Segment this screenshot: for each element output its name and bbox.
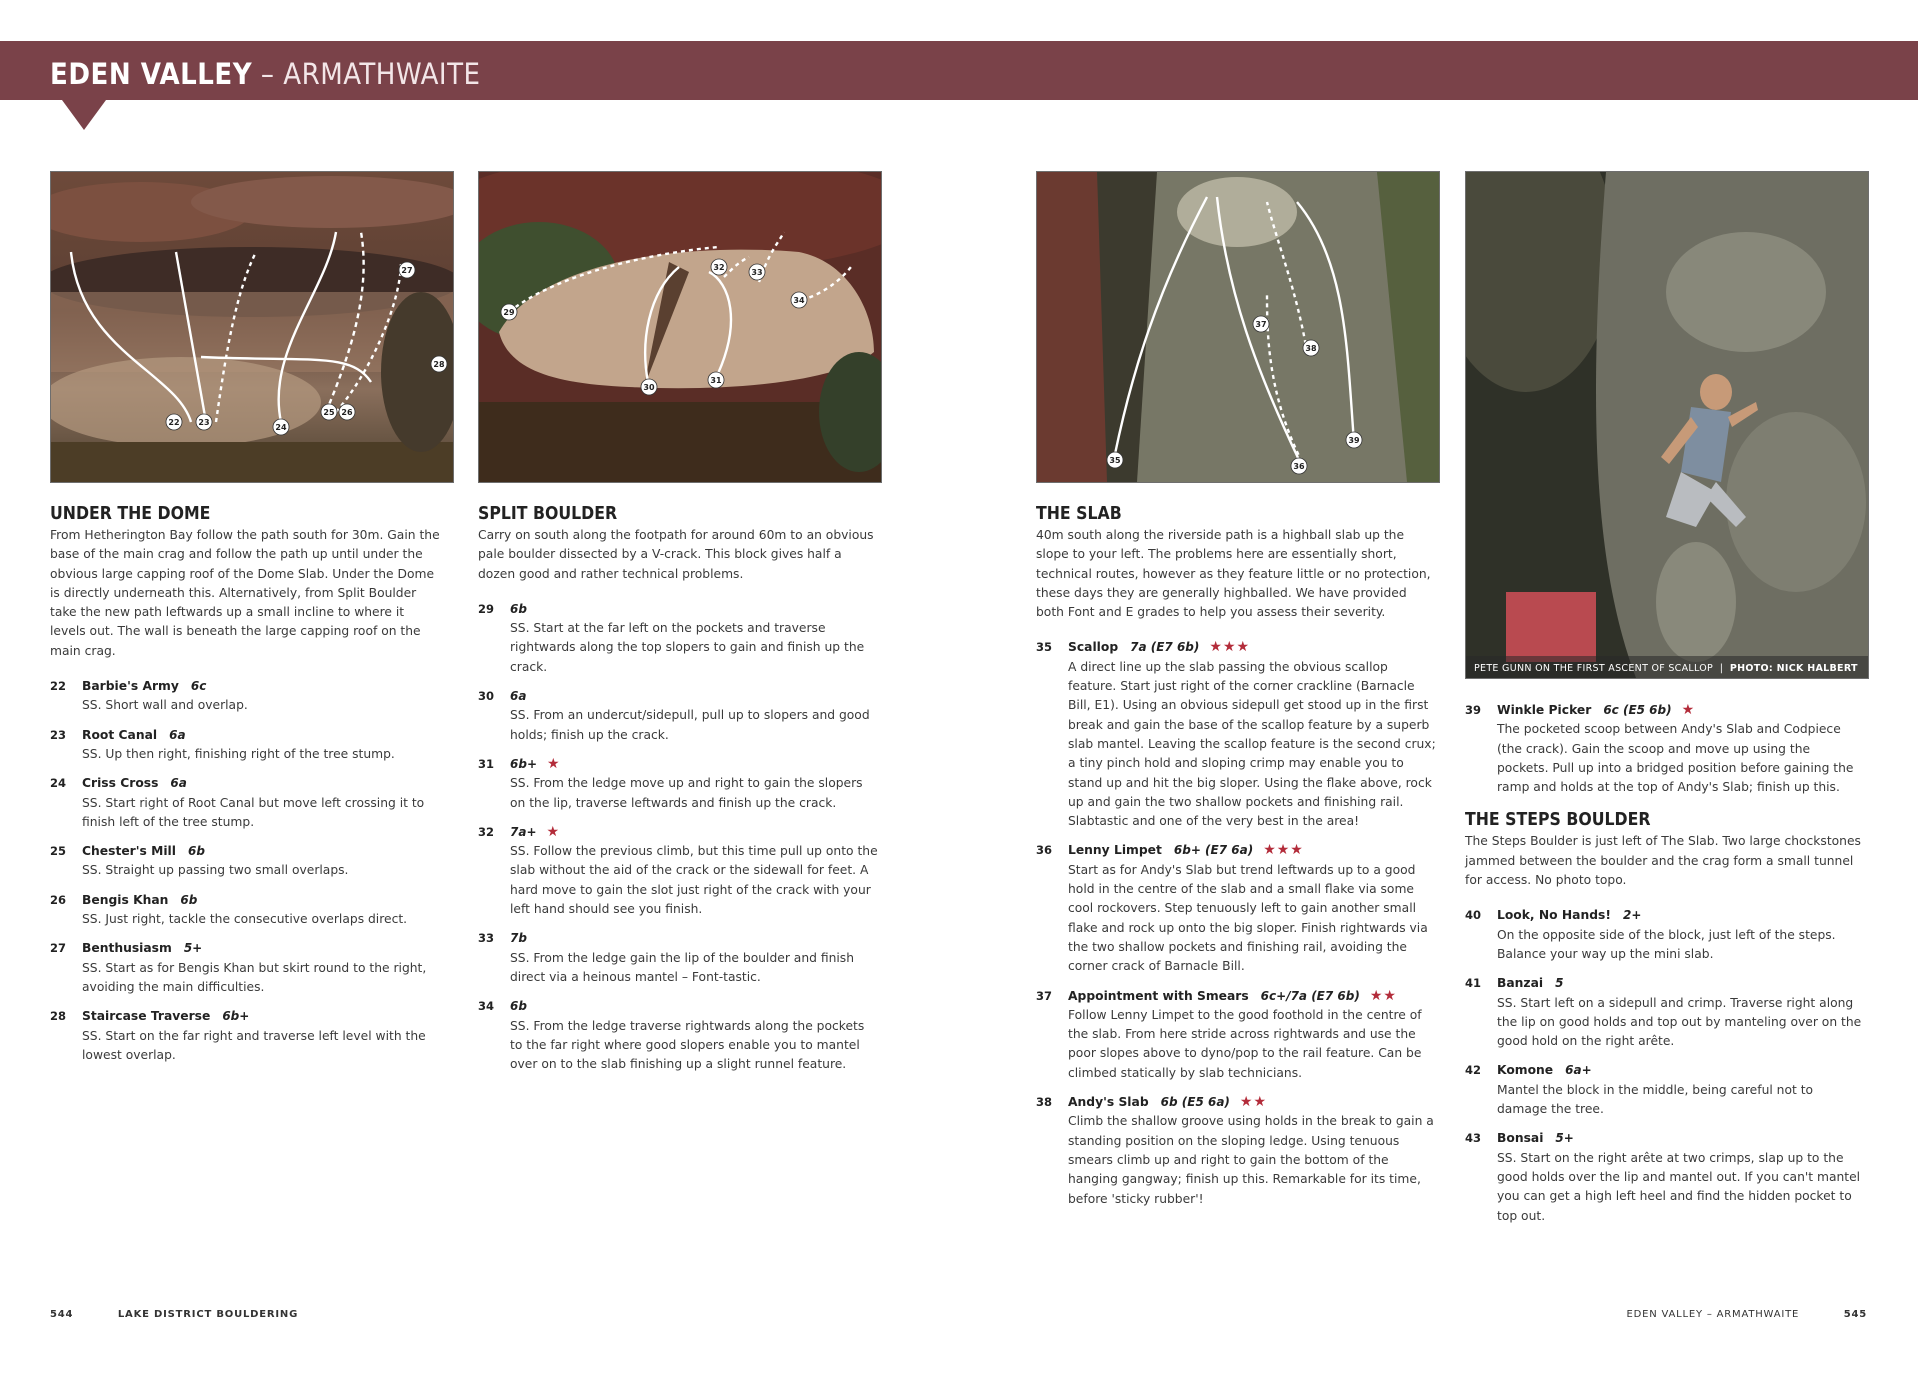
topo-label: 39 <box>1348 436 1360 445</box>
problem-entry <box>1036 841 1436 976</box>
problem-entry <box>1036 1093 1436 1209</box>
problem-header <box>50 774 440 793</box>
problem-grade: 6b (E5 6a) <box>1160 1095 1230 1110</box>
problem-grade: 6b <box>187 844 205 859</box>
problem-name: Barbie's Army <box>82 679 179 694</box>
caption-text: PETE GUNN ON THE FIRST ASCENT OF SCALLOP <box>1474 663 1714 674</box>
problem-name: Look, No Hands! <box>1497 908 1611 923</box>
problem-header <box>478 997 878 1016</box>
problem-stars: ★ <box>546 823 561 840</box>
topo-label: 38 <box>1305 344 1317 353</box>
topo-label: 30 <box>643 383 655 392</box>
problem-grade: 6b <box>510 601 527 616</box>
problem-number: 25 <box>50 844 67 859</box>
problem-description: SS. Start left on a sidepull and crimp. Traverse right along the lip on good holds and top out by manteling over on the good hold on the right arête. <box>1497 995 1862 1049</box>
problem-name: Lenny Limpet <box>1068 843 1162 858</box>
photo-caption: PETE GUNN ON THE FIRST ASCENT OF SCALLOP | PHOTO: NICK HALBERT <box>1474 663 1858 674</box>
topo-label: 24 <box>275 423 287 432</box>
column-under-the-dome <box>50 503 440 1075</box>
topo-label: 22 <box>168 418 180 427</box>
problem-entry <box>478 755 878 813</box>
problem-header <box>50 939 440 958</box>
photo-credit: PHOTO: NICK HALBERT <box>1729 663 1858 674</box>
problem-header <box>1036 638 1436 657</box>
problem-list <box>478 600 878 1075</box>
problem-number: 35 <box>1036 640 1053 655</box>
problem-description: A direct line up the slab passing the obvious scallop feature. Start just right of the corner crackline (Barnacle Bill, E1). Using an obvious sidepull get stood up in the first break and gain the base of the scallop feature by a superb slab mantel. Leaving the scallop feature is the second crux; a tiny pinch hold and sloping crimp may enable you to stand up and hit the big sloper. Using the flake above, rock up and gain the two shallow pockets and finishing rail. Slabtastic and one of the very best in the area! <box>1068 659 1436 829</box>
problem-entry <box>50 939 440 997</box>
problem-stars: ★ <box>1681 702 1696 718</box>
topo-label: 33 <box>751 268 763 277</box>
problem-name: Bengis Khan <box>82 892 169 907</box>
problem-description: SS. Start right of Root Canal but move left crossing it to finish left of the tree stump. <box>82 795 425 829</box>
page-number-left: 544 <box>50 1309 74 1320</box>
problem-number: 24 <box>50 776 67 791</box>
topo-label: 32 <box>713 263 725 272</box>
title-main: EDEN VALLEY <box>50 57 253 91</box>
problem-stars: ★★ <box>1369 987 1397 1004</box>
problem-number: 41 <box>1465 976 1482 991</box>
title-sub: – ARMATHWAITE <box>260 57 481 91</box>
problem-entry <box>478 600 878 677</box>
problem-description: SS. From the ledge gain the lip of the boulder and finish direct via a heinous mantel – Font-tastic. <box>510 950 854 984</box>
section-intro: Carry on south along the footpath for around 60m to an obvious pale boulder dissected by a V-crack. This block gives half a dozen good and rather technical problems. <box>478 528 874 581</box>
problem-description: SS. Follow the previous climb, but this time pull up onto the slab without the aid of the crack or the sidewall for feet. A hard move to gain the slot just right of the crack with your left hand should see you finish. <box>510 844 878 917</box>
problem-entry <box>478 823 878 919</box>
problem-description: SS. Straight up passing two small overlaps. <box>82 863 349 878</box>
problem-number: 27 <box>50 941 67 956</box>
problem-name: Staircase Traverse <box>82 1009 211 1024</box>
photo-topo-3 <box>1037 172 1439 482</box>
problem-header <box>50 842 440 861</box>
problem-number: 40 <box>1465 908 1482 923</box>
problem-name: Komone <box>1497 1063 1554 1078</box>
problem-entry <box>50 677 440 716</box>
problem-number: 23 <box>50 727 67 742</box>
photo-topo-2 <box>479 172 881 482</box>
problem-grade: 6b <box>180 892 198 907</box>
problem-name: Bonsai <box>1497 1131 1544 1146</box>
book-title: LAKE DISTRICT BOULDERING <box>117 1309 299 1320</box>
problem-number: 36 <box>1036 843 1053 858</box>
problem-description: SS. Start as for Bengis Khan but skirt round to the right, avoiding the main difficulties. <box>82 960 427 994</box>
section-title: THE STEPS BOULDER <box>1465 810 1651 831</box>
problem-entry <box>1465 906 1865 964</box>
problem-description: On the opposite side of the block, just left of the steps. Balance your way up the mini slab. <box>1497 927 1836 961</box>
problem-grade: 6a <box>169 727 186 742</box>
problem-description: SS. Start at the far left on the pockets and traverse rightwards along the top slopers to gain and finish up the crack. <box>510 621 865 674</box>
problem-description: SS. Just right, tackle the consecutive overlaps direct. <box>82 912 408 927</box>
problem-list <box>1036 638 1436 1208</box>
problem-description: SS. From the ledge traverse rightwards along the pockets to the far right where good slopers enable you to mantel over on to the slab finishing up a slight runnel feature. <box>510 1018 865 1072</box>
problem-entry <box>50 842 440 881</box>
problem-number: 38 <box>1036 1095 1053 1110</box>
problem-name: Criss Cross <box>82 776 159 791</box>
section-intro: 40m south along the riverside path is a highball slab up the slope to your left. The problems here are essentially short, technical routes, however as they feature little or no protection, these days they are generally highballed. We have provided both Font and E grades to help you assess their severity. <box>1036 528 1431 620</box>
problem-header <box>478 929 878 948</box>
problem-number: 39 <box>1465 703 1482 717</box>
problem-header <box>50 677 440 696</box>
problem-number: 26 <box>50 892 67 907</box>
chapter-title: EDEN VALLEY – ARMATHWAITE <box>1626 1309 1800 1320</box>
photo-split-boulder <box>478 171 882 483</box>
problem-grade: 7a (E7 6b) <box>1130 640 1200 655</box>
footer-left <box>50 1309 298 1320</box>
problem-number: 43 <box>1465 1131 1482 1146</box>
page-number-right: 545 <box>1843 1309 1867 1320</box>
problem-grade: 2+ <box>1622 908 1642 923</box>
topo-label: 28 <box>433 360 445 369</box>
problem-entry <box>50 1007 440 1065</box>
problem-description: SS. Up then right, finishing right of the tree stump. <box>82 746 395 761</box>
problem-grade: 6b+ <box>222 1009 250 1024</box>
topo-label: 27 <box>401 266 413 275</box>
problem-number: 37 <box>1036 988 1053 1003</box>
topo-label: 25 <box>323 408 335 417</box>
problem-header <box>478 755 878 774</box>
problem-entry <box>478 687 878 745</box>
photo-climber-scallop <box>1465 171 1869 679</box>
topo-label: 34 <box>793 296 805 305</box>
problem-header <box>1465 701 1865 720</box>
problem-entry <box>1036 638 1436 831</box>
problem-stars: ★ <box>547 755 561 772</box>
problem-grade: 6a <box>510 689 527 704</box>
topo-label: 35 <box>1109 456 1121 465</box>
problem-grade: 6c <box>190 679 207 694</box>
topo-label: 29 <box>503 308 515 317</box>
column-steps-boulder <box>1465 701 1865 1236</box>
section-title: THE SLAB <box>1036 504 1122 524</box>
problem-entry <box>1465 1129 1865 1225</box>
problem-grade: 5 <box>1555 976 1564 991</box>
problem-header <box>1036 987 1436 1006</box>
problem-entry <box>1465 974 1865 1051</box>
photo-topo-1 <box>51 172 453 482</box>
problem-entry <box>478 997 878 1074</box>
column-the-slab <box>1036 503 1436 1219</box>
problem-header <box>1036 841 1436 860</box>
problem-header <box>50 891 440 910</box>
problem-header <box>50 726 440 745</box>
banner-pointer <box>62 100 106 130</box>
problem-description: Climb the shallow groove using holds in the break to gain a standing position on the sloping ledge. Using tenuous smears climb up and right to gain the bottom of the hanging gangway; finish up this. Remarkable for its time, before 'sticky rubber'! <box>1068 1114 1434 1206</box>
problem-grade: 6a <box>170 776 187 791</box>
problem-grade: 6c (E5 6b) <box>1603 703 1672 717</box>
column-split-boulder <box>478 503 878 1084</box>
topo-label: 26 <box>341 408 353 417</box>
problem-description: SS. From the ledge move up and right to gain the slopers on the lip, traverse leftwards and finish up the crack. <box>510 776 863 810</box>
problem-grade: 7a+ <box>510 824 537 839</box>
problem-entry <box>50 726 440 765</box>
problem-header <box>1465 906 1865 925</box>
problem-grade: 6b+ <box>510 756 537 771</box>
photo-action <box>1466 172 1868 678</box>
problem-number: 32 <box>478 824 495 839</box>
problem-entry <box>50 891 440 930</box>
problem-header <box>1465 1061 1865 1080</box>
section-intro: From Hetherington Bay follow the path south for 30m. Gain the base of the main crag and follow the path up until under the obvious large capping roof of the Dome Slab. Under the Dome is directly underneath this. Alternatively, from Split Boulder take the new path leftwards up a small incline to where it levels out. The wall is beneath the large capping roof on the main crag. <box>50 528 440 658</box>
problem-list <box>1465 906 1865 1225</box>
problem-entry <box>478 929 878 987</box>
problem-name: Winkle Picker <box>1497 703 1592 717</box>
problem-header <box>478 600 878 619</box>
problem-name: Andy's Slab <box>1068 1095 1149 1110</box>
photo-under-the-dome <box>50 171 454 483</box>
section-title: SPLIT BOULDER <box>478 504 618 524</box>
footer-right <box>1626 1309 1867 1320</box>
topo-label: 36 <box>1293 462 1305 471</box>
section-title: UNDER THE DOME <box>50 504 211 524</box>
problem-number: 31 <box>478 756 495 771</box>
problem-entry <box>50 774 440 832</box>
problem-grade: 7b <box>510 931 527 946</box>
problem-description: The pocketed scoop between Andy's Slab and Codpiece (the crack). Gain the scoop and move up using the pockets. Pull up into a bridged position before gaining the ramp and holds at the top of Andy's Slab; finish up this. <box>1497 722 1854 795</box>
problem-number: 34 <box>478 999 495 1014</box>
problem-grade: 6b <box>510 999 527 1014</box>
problem-description: Start as for Andy's Slab but trend leftwards up to a good hold in the centre of the slab and a small flake via some cool rockovers. Step tenuously left to gain another small flake and rock up onto the big sloper. Finish rightwards via the two shallow pockets and finishing rail, avoiding the corner crack of Barnacle Bill. <box>1068 862 1428 974</box>
problem-number: 29 <box>478 601 495 616</box>
problem-list <box>50 677 440 1065</box>
problem-number: 33 <box>478 931 495 946</box>
problem-header <box>478 687 878 706</box>
photo-the-slab <box>1036 171 1440 483</box>
problem-description: SS. Short wall and overlap. <box>82 698 248 713</box>
problem-header <box>50 1007 440 1026</box>
problem-name: Root Canal <box>82 727 158 742</box>
problem-name: Chester's Mill <box>82 844 176 859</box>
problem-description: SS. From an undercut/sidepull, pull up to slopers and good holds; finish up the crack. <box>510 708 870 742</box>
problem-list <box>1465 701 1865 797</box>
section-intro: The Steps Boulder is just left of The Slab. Two large chockstones jammed between the boulder and the crag form a small tunnel for access. No photo topo. <box>1465 834 1861 888</box>
problem-header <box>1465 974 1865 993</box>
problem-description: Follow Lenny Limpet to the good foothold in the centre of the slab. From here stride across rightwards and use the poor slopes above to dyno/pop to the rail feature. Can be climbed statically by slab technicians. <box>1068 1007 1422 1080</box>
problem-stars: ★★★ <box>1209 639 1251 656</box>
problem-name: Benthusiasm <box>82 941 172 956</box>
problem-name: Banzai <box>1497 976 1544 991</box>
problem-number: 30 <box>478 689 495 704</box>
topo-label: 31 <box>710 376 722 385</box>
problem-number: 22 <box>50 679 67 694</box>
problem-entry <box>1465 701 1865 797</box>
problem-grade: 5+ <box>183 941 203 956</box>
problem-grade: 5+ <box>1555 1131 1574 1146</box>
problem-name: Scallop <box>1068 640 1119 655</box>
problem-header <box>478 823 878 842</box>
page-title <box>50 54 481 94</box>
topo-label: 37 <box>1255 320 1267 329</box>
problem-stars: ★★ <box>1239 1094 1268 1111</box>
problem-grade: 6b+ (E7 6a) <box>1173 843 1254 858</box>
problem-number: 28 <box>50 1009 67 1024</box>
problem-entry <box>1465 1061 1865 1119</box>
topo-label: 23 <box>198 418 210 427</box>
problem-entry <box>1036 987 1436 1083</box>
problem-description: SS. Start on the right arête at two crimps, slap up to the good holds over the lip and mantel out. If you can't mantel you can get a high left heel and find the hidden pocket to top out. <box>1497 1150 1861 1223</box>
problem-description: Mantel the block in the middle, being careful not to damage the tree. <box>1497 1082 1814 1117</box>
problem-name: Appointment with Smears <box>1068 988 1249 1003</box>
problem-grade: 6c+/7a (E7 6b) <box>1260 988 1360 1003</box>
problem-header <box>1465 1129 1865 1148</box>
problem-description: SS. Start on the far right and traverse left level with the lowest overlap. <box>82 1028 426 1062</box>
problem-number: 42 <box>1465 1063 1482 1078</box>
problem-header <box>1036 1093 1436 1112</box>
problem-grade: 6a+ <box>1565 1063 1592 1078</box>
problem-stars: ★★★ <box>1263 842 1304 859</box>
